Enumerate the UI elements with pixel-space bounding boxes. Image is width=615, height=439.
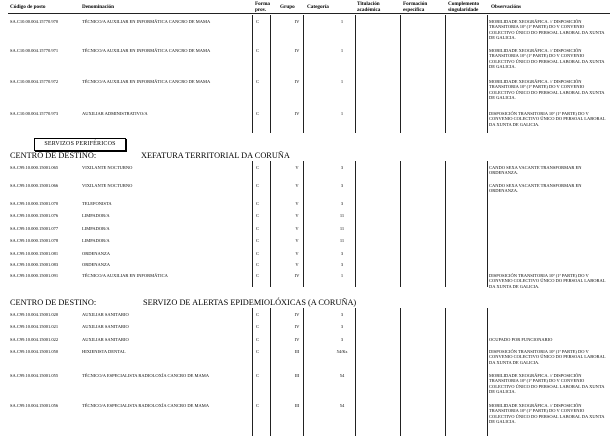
cell-categoria: 3 [340, 183, 344, 188]
centro-destino-label: CENTRO DE DESTINO: [10, 151, 97, 160]
header-complemento-line2: singularidade [448, 7, 479, 13]
cell-forma-prov: C [256, 226, 260, 231]
cell-categoria: 3 [340, 201, 344, 206]
cell-grupo: IV [294, 48, 300, 53]
col-rule [355, 161, 356, 287]
cell-denomination: ORDENANZA [82, 262, 110, 267]
col-rule [270, 161, 271, 287]
col-rule [252, 308, 253, 436]
cell-code: SA.C10.00.004.15770.971 [10, 48, 59, 53]
cell-forma-prov: C [256, 183, 260, 188]
cell-categoria: 3 [340, 251, 344, 256]
cell-grupo: V [295, 262, 299, 267]
centro-destino-name: SERVIZO DE ALERTAS EPIDEMIOLÓXICAS (A CORUÑA) [143, 298, 357, 307]
cell-categoria: 11 [339, 213, 345, 218]
cell-denomination: LIMPADOR/A [82, 238, 110, 243]
header-grupo: Grupo [280, 4, 295, 10]
cell-forma-prov: C [256, 111, 260, 116]
centro-destino-name: XEFATURA TERRITORIAL DA CORUÑA [141, 151, 290, 160]
cell-observacions: OCUPADO POR FUNCIONARIO [489, 337, 553, 342]
header-denominacion: Denominación [82, 4, 114, 10]
centro-destino-label: CENTRO DE DESTINO: [10, 298, 97, 307]
cell-forma-prov: C [256, 251, 260, 256]
header-titulacion-line2: académica [357, 7, 381, 13]
cell-forma-prov: C [256, 201, 260, 206]
cell-grupo: IV [294, 337, 300, 342]
cell-forma-prov: C [256, 213, 260, 218]
cell-denomination: TÉCNICO/A AUXILIAR EN INFORMÁTICA CANCRO DE MAMA [82, 19, 211, 24]
cell-code: SA.C10.00.004.15770.970 [10, 19, 59, 24]
cell-forma-prov: C [256, 238, 260, 243]
cell-categoria: 54 [339, 373, 345, 378]
col-rule [487, 15, 488, 133]
cell-denomination: LIMPADOR/A [82, 213, 110, 218]
cell-grupo: IV [294, 312, 300, 317]
section-label: SERVIZOS PERIFÉRICOS [34, 138, 126, 151]
cell-denomination: HIXIENISTA DENTAL [82, 349, 126, 354]
cell-grupo: V [295, 201, 299, 206]
cell-code: SA.C99.10.004.15001.021 [10, 324, 59, 329]
col-rule [400, 308, 401, 436]
col-rule [400, 161, 401, 287]
cell-categoria: 1 [340, 111, 344, 116]
cell-denomination: TÉCNICO/A ESPECIALISTA RADIOLOXÍA CANCRO DE MAMA [82, 403, 210, 408]
cell-categoria: 1 [340, 273, 344, 278]
cell-observacions: MOBILIDADE XEOGRÁFICA. // DISPOSICIÓN TRANSITORIA 10ª (1ª PARTE) DO V CONVENIO COLECTIVO ÚNICO DO PERSOAL LABORAL DA XUNTA DE GALICIA. [489, 19, 605, 40]
cell-code: SA.C99.10.004.15001.056 [10, 403, 59, 408]
col-rule [445, 161, 446, 287]
cell-denomination: AUXILIAR SANITARIO [82, 312, 129, 317]
cell-denomination: AUXILIAR ADMINISTRATIVO/A [82, 111, 148, 116]
cell-categoria: 3 [340, 312, 344, 317]
cell-grupo: IV [294, 324, 300, 329]
cell-forma-prov: C [256, 79, 260, 84]
cell-categoria: 3 [340, 337, 344, 342]
cell-forma-prov: C [256, 262, 260, 267]
cell-observacions: DISPOSICIÓN TRANSITORIA 10ª (1ª PARTE) DO V CONVENIO COLECTIVO ÚNICO DO PERSOAL LABORAL DA XUNTA DE GALICIA. [489, 273, 606, 289]
header-formacion-line2: específica [403, 7, 425, 13]
cell-code: SA.C99.10.000.15001.065 [10, 165, 59, 170]
cell-grupo: V [295, 226, 299, 231]
col-rule [445, 15, 446, 133]
cell-code: SA.C99.10.004.15001.022 [10, 337, 59, 342]
cell-forma-prov: C [256, 324, 260, 329]
cell-denomination: AUXILIAR SANITARIO [82, 324, 129, 329]
cell-denomination: TÉCNICO/A ESPECIALISTA RADIOLOXÍA CANCRO DE MAMA [82, 373, 210, 378]
cell-categoria: 1 [340, 79, 344, 84]
cell-forma-prov: C [256, 273, 260, 278]
cell-observacions: DISPOSICIÓN TRANSITORIA 10ª (1ª PARTE) DO V CONVENIO COLECTIVO ÚNICO DO PERSOAL LABORAL DA XUNTA DE GALICIA. [489, 349, 606, 365]
cell-forma-prov: C [256, 165, 260, 170]
cell-observacions: MOBILIDADE XEOGRÁFICA. // DISPOSICIÓN TRANSITORIA 10ª (1ª PARTE) DO V CONVENIO COLECTIVO ÚNICO DO PERSOAL LABORAL DA XUNTA DE GALICIA. [489, 48, 605, 69]
header-formacion-line1: Formación [403, 1, 428, 7]
col-rule [252, 161, 253, 287]
col-rule [487, 308, 488, 436]
cell-code: SA.C99.10.004.15001.020 [10, 312, 59, 317]
cell-categoria: 3 [340, 324, 344, 329]
cell-code: SA.C99.10.000.15001.091 [10, 273, 59, 278]
cell-observacions: CANDO SEXA VACANTE TRANSFORMAR EN ORDENANZA. [489, 165, 582, 176]
cell-observacions: DISPOSICIÓN TRANSITORIA 10ª (1ª PARTE) DO V CONVENIO COLECTIVO ÚNICO DO PERSOAL LABORAL DA XUNTA DE GALICIA. [489, 111, 606, 127]
cell-code: SA.C10.00.004.15770.972 [10, 79, 59, 84]
header-forma-line1: Forma [255, 1, 270, 7]
cell-denomination: TÉCNICO/A AUXILIAR EN INFORMÁTICA CANCRO DE MAMA [82, 79, 211, 84]
cell-categoria: 3 [340, 262, 344, 267]
cell-grupo: III [294, 349, 300, 354]
cell-forma-prov: C [256, 337, 260, 342]
cell-categoria: 54/Ks [336, 349, 348, 354]
cell-forma-prov: C [256, 349, 260, 354]
cell-observacions: MOBILIDADE XEOGRÁFICA. // DISPOSICIÓN TRANSITORIA 10ª (1ª PARTE) DO V CONVENIO COLECTIVO ÚNICO DO PERSOAL LABORAL DA XUNTA DE GALICIA. [489, 79, 605, 100]
header-titulacion [357, 1, 380, 13]
cell-code: SA.C99.10.000.15001.081 [10, 251, 59, 256]
cell-code: SA.C99.10.000.15001.078 [10, 238, 59, 243]
cell-forma-prov: C [256, 373, 260, 378]
cell-grupo: V [295, 238, 299, 243]
cell-code: SA.C99.10.000.15001.070 [10, 201, 59, 206]
header-formacion [403, 1, 427, 13]
cell-code: SA.C99.10.000.15001.077 [10, 226, 59, 231]
cell-code: SA.C99.10.004.15001.055 [10, 373, 59, 378]
header-rule [8, 13, 610, 14]
cell-grupo: III [294, 373, 300, 378]
cell-code: SA.C10.00.004.15770.973 [10, 111, 59, 116]
header-categoria: Categoría [307, 4, 329, 10]
cell-categoria: 11 [339, 226, 345, 231]
cell-denomination: LIMPADOR/A [82, 226, 110, 231]
cell-observacions: CANDO SEXA VACANTE TRANSFORMAR EN ORDENANZA. [489, 183, 582, 194]
cell-categoria: 3 [340, 165, 344, 170]
cell-denomination: VIXILANTE NOCTURNO [82, 165, 133, 170]
cell-categoria: 11 [339, 238, 345, 243]
cell-denomination: TELEFONISTA [82, 201, 112, 206]
cell-denomination: TÉCNICO/A AUXILIAR EN INFORMÁTICA [82, 273, 168, 278]
cell-grupo: V [295, 183, 299, 188]
header-codigo: Código de posto [10, 4, 46, 10]
col-rule [270, 308, 271, 436]
header-titulacion-line1: Titulación [357, 1, 380, 7]
col-rule [487, 161, 488, 287]
header-forma-prov [255, 1, 270, 13]
cell-grupo: V [295, 165, 299, 170]
cell-grupo: V [295, 213, 299, 218]
cell-grupo: IV [294, 273, 300, 278]
col-rule [270, 15, 271, 133]
header-complemento [448, 1, 479, 13]
cell-grupo: IV [294, 19, 300, 24]
col-rule [303, 161, 304, 287]
cell-forma-prov: C [256, 48, 260, 53]
cell-denomination: VIXILANTE NOCTURNO [82, 183, 133, 188]
cell-denomination: ORDENANZA [82, 251, 110, 256]
header-complemento-line1: Complemento [448, 1, 480, 7]
cell-code: SA.C99.10.000.15001.083 [10, 262, 59, 267]
cell-observacions: MOBILIDADE XEOGRÁFICA. // DISPOSICIÓN TRANSITORIA 10ª (1ª PARTE) DO V CONVENIO COLECTIVO ÚNICO DO PERSOAL LABORAL DA XUNTA DE GALICIA. [489, 403, 605, 424]
col-rule [400, 15, 401, 133]
cell-observacions: MOBILIDADE XEOGRÁFICA. // DISPOSICIÓN TRANSITORIA 10ª (1ª PARTE) DO V CONVENIO COLECTIVO ÚNICO DO PERSOAL LABORAL DA XUNTA DE GALICIA. [489, 373, 605, 394]
cell-grupo: V [295, 251, 299, 256]
cell-grupo: III [294, 403, 300, 408]
cell-categoria: 1 [340, 48, 344, 53]
cell-forma-prov: C [256, 19, 260, 24]
col-rule [252, 15, 253, 133]
col-rule [445, 308, 446, 436]
cell-forma-prov: C [256, 403, 260, 408]
cell-code: SA.C99.10.004.15001.050 [10, 349, 59, 354]
cell-grupo: IV [294, 79, 300, 84]
cell-code: SA.C99.10.000.15001.076 [10, 213, 59, 218]
cell-denomination: AUXILIAR SANITARIO [82, 337, 129, 342]
cell-code: SA.C99.10.000.15001.066 [10, 183, 59, 188]
header-observacions: Observacións [491, 4, 521, 10]
cell-denomination: TÉCNICO/A AUXILIAR EN INFORMÁTICA CANCRO DE MAMA [82, 48, 211, 53]
cell-grupo: IV [294, 111, 300, 116]
cell-forma-prov: C [256, 312, 260, 317]
header-forma-line2: prov. [255, 7, 267, 13]
cell-categoria: 54 [339, 403, 345, 408]
cell-categoria: 1 [340, 19, 344, 24]
